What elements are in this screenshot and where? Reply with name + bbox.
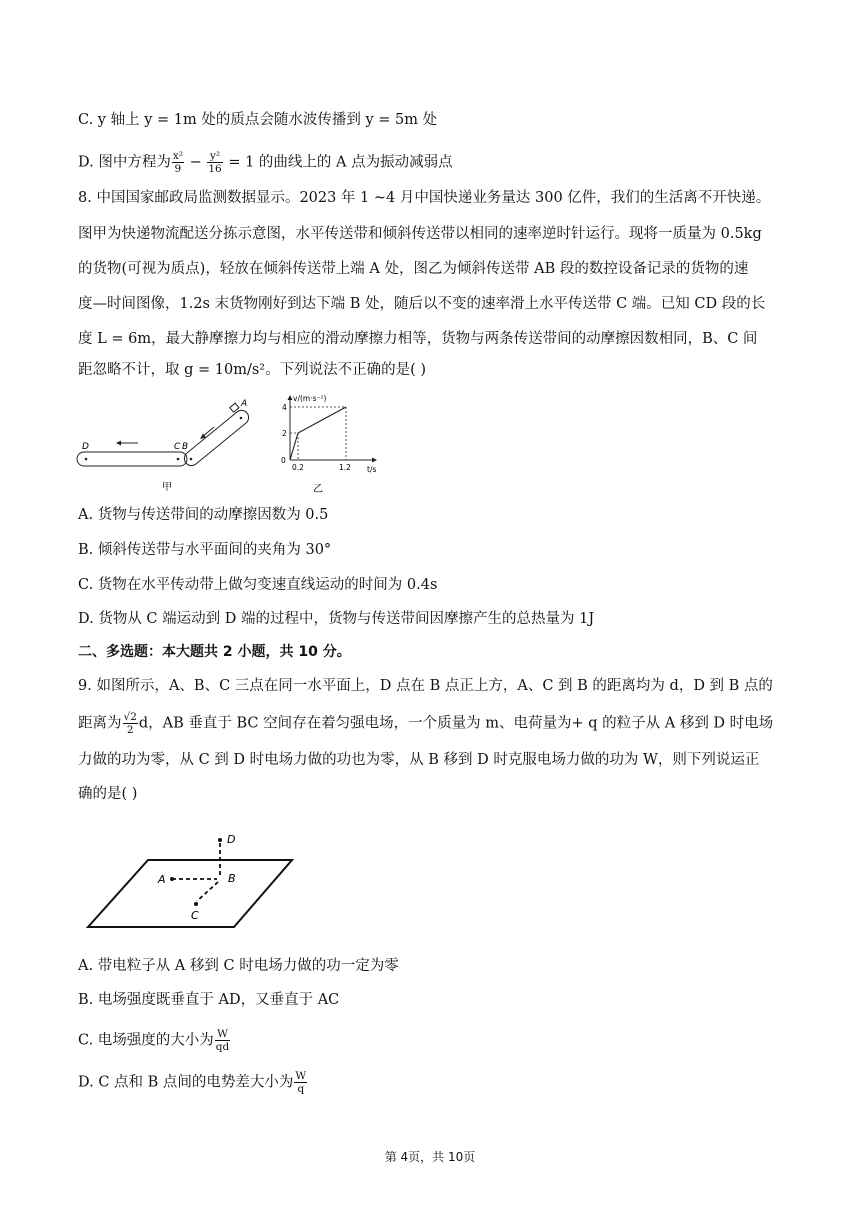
q9-option-c: C. 电场强度的大小为 $\frac{W}{qd}$ <box>78 1028 230 1053</box>
q9-figure <box>80 825 310 935</box>
q9-stem-line: 9. 如图所示，A、B、C 三点在同一水平面上，D 点在 B 点正上方，A、C 到 B 的距离均为 d，D 到 B 点的 <box>78 678 773 694</box>
q9-option-a: A. 带电粒子从 A 移到 C 时电场力做的功一定为零 <box>78 958 399 974</box>
label-a: A <box>241 399 248 409</box>
q7-option-d: D. 图中方程为 $\frac{\text{x²}}{9}$ − $\frac{\text{y²}}{16}$ = 1 的曲线上的 A 点为振动减弱点 <box>78 150 453 175</box>
q9-stem-line: 距离为 $\frac{√2}{2}$ d，AB 垂直于 BC 空间存在着匀强电场，一个质量为 m、电荷量为+ q 的粒子从 A 移到 D 时电场 <box>78 711 774 736</box>
y-tick-label: 2 <box>282 429 287 438</box>
fraction: $\frac{W}{q}$ <box>295 1070 307 1095</box>
page-footer: 第 4页，共 10页 <box>384 1150 476 1164</box>
label-b: B <box>182 442 189 452</box>
y-axis-label: v/(m·s⁻¹) <box>293 394 327 403</box>
fraction: $\frac{W}{qd}$ <box>215 1028 230 1053</box>
x-tick-label: 0.2 <box>292 463 304 472</box>
y-tick-label: 4 <box>282 403 287 412</box>
label-c: C <box>174 442 181 452</box>
origin-label: 0 <box>281 456 286 465</box>
figure-caption: 乙 <box>313 484 323 495</box>
q8-figure-jia <box>74 398 264 498</box>
fraction: $\frac{\text{x²}}{9}$ <box>172 150 183 175</box>
x-tick-label: 1.2 <box>339 463 351 472</box>
x-axis-label: t/s <box>367 465 377 474</box>
q8-option-d: D. 货物从 C 端运动到 D 端的过程中，货物与传送带间因摩擦产生的总热量为 1J <box>78 611 595 627</box>
q8-option-b: B. 倾斜传送带与水平面间的夹角为 30° <box>78 542 332 558</box>
q9-stem-line: 确的是( ) <box>78 786 138 802</box>
q9-option-b: B. 电场强度既垂直于 AD，又垂直于 AC <box>78 992 340 1008</box>
fraction: $\frac{\text{y²}}{16}$ <box>208 150 222 175</box>
q8-stem-line: 距忽略不计，取 g = 10m/s²。下列说法不正确的是( ) <box>78 362 427 378</box>
q8-stem-line: 8. 中国国家邮政局监测数据显示。2023 年 1 ~4 月中国快递业务量达 300 亿件，我们的生活离不开快递。 <box>78 190 771 206</box>
figure-caption: 甲 <box>162 482 172 493</box>
label-d: D <box>227 833 236 846</box>
q9-option-d: D. C 点和 B 点间的电势差大小为 $\frac{W}{q}$ <box>78 1070 307 1095</box>
label-c: C <box>191 909 199 922</box>
q8-stem-line: 度—时间图像，1.2s 末货物刚好到达下端 B 处，随后以不变的速率滑上水平传送带 C 端。已知 CD 段的长 <box>78 296 766 312</box>
q7-option-c: C. y 轴上 y = 1m 处的质点会随水波传播到 y = 5m 处 <box>78 112 438 128</box>
label-a: A <box>158 873 166 886</box>
q8-stem-line: 的货物(可视为质点)，轻放在倾斜传送带上端 A 处，图乙为倾斜传送带 AB 段的数控设备记录的货物的速 <box>78 261 749 277</box>
label-b: B <box>228 872 236 885</box>
q8-stem-line: 图甲为快递物流配送分拣示意图，水平传送带和倾斜传送带以相同的速率逆时针运行。现将一质量为 0.5kg <box>78 226 762 242</box>
fraction: $\frac{√2}{2}$ <box>123 711 137 736</box>
q8-figure-yi <box>276 392 386 498</box>
q8-option-a: A. 货物与传送带间的动摩擦因数为 0.5 <box>78 507 329 523</box>
q8-stem-line: 度 L = 6m，最大静摩擦力均与相应的滑动摩擦力相等，货物与两条传送带间的动摩擦因数相同，B、C 间 <box>78 331 758 347</box>
section-heading: 二、多选题：本大题共 2 小题，共 10 分。 <box>78 644 351 660</box>
label-d: D <box>82 442 89 452</box>
q9-stem-line: 力做的功为零，从 C 到 D 时电场力做的功也为零，从 B 移到 D 时克服电场力做的功为 W，则下列说运正 <box>78 752 760 768</box>
q8-option-c: C. 货物在水平传动带上做匀变速直线运动的时间为 0.4s <box>78 577 438 593</box>
